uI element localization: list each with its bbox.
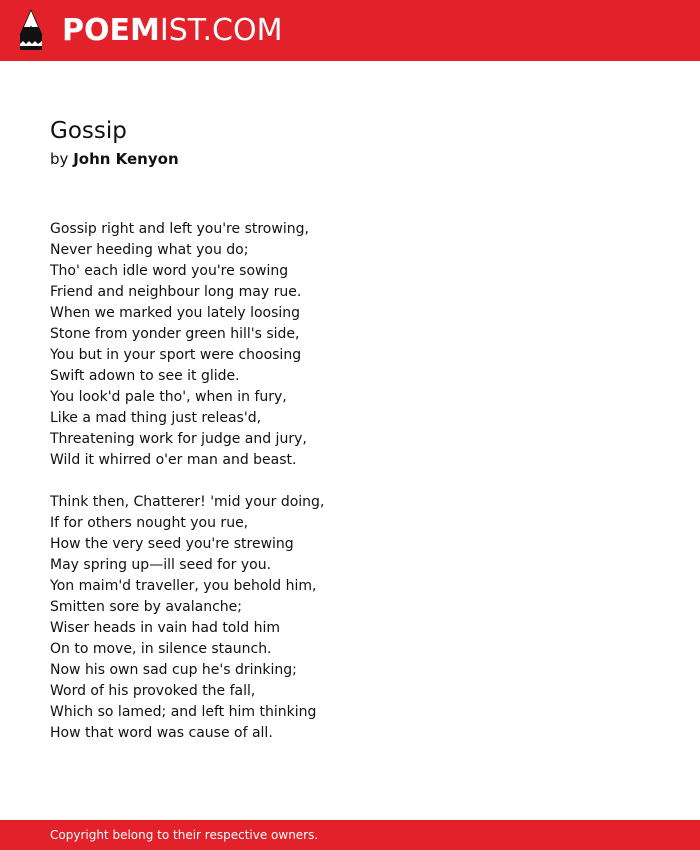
poem-line: How that word was cause of all.	[50, 725, 273, 741]
poem-line: How the very seed you're strewing	[50, 536, 294, 552]
poem-line: Never heeding what you do;	[50, 242, 249, 258]
logo-text-bold: POEM	[62, 13, 160, 48]
poem-line: Smitten sore by avalanche;	[50, 599, 243, 615]
poem-line: Think then, Chatterer! 'mid your doing,	[50, 494, 325, 510]
poem-byline	[50, 148, 179, 170]
poem-line: Now his own sad cup he's drinking;	[50, 662, 297, 678]
poem-line: Wiser heads in vain had told him	[50, 620, 280, 636]
poem-line: You but in your sport were choosing	[50, 347, 302, 363]
poem-line: Friend and neighbour long may rue.	[50, 284, 302, 300]
poem-line: Gossip right and left you're strowing,	[50, 221, 309, 237]
poem-line: May spring up—ill seed for you.	[50, 557, 272, 573]
poem-line: Swift adown to see it glide.	[50, 368, 240, 384]
poem-stanza	[50, 492, 650, 744]
poem-line: Which so lamed; and left him thinking	[50, 704, 317, 720]
logo-text-light: IST.COM	[159, 13, 283, 48]
poem-line: When we marked you lately loosing	[50, 305, 301, 321]
site-footer	[0, 820, 700, 850]
poem-line: Word of his provoked the fall,	[50, 683, 256, 699]
poem-body	[50, 219, 650, 765]
copyright-text: Copyright belong to their respective owners.	[50, 828, 319, 842]
poem-line: Stone from yonder green hill's side,	[50, 326, 300, 342]
site-logo-link[interactable]	[62, 12, 282, 50]
poem-line: Tho' each idle word you're sowing	[50, 263, 289, 279]
poem-line: Like a mad thing just releas'd,	[50, 410, 262, 426]
poem-line: On to move, in silence staunch.	[50, 641, 272, 657]
poem-line: If for others nought you rue,	[50, 515, 249, 531]
author-name: John Kenyon	[73, 150, 179, 168]
site-header	[0, 0, 700, 61]
poem-title: Gossip	[50, 118, 127, 144]
poem-line: You look'd pale tho', when in fury,	[50, 389, 287, 405]
poem-line: Threatening work for judge and jury,	[50, 431, 307, 447]
poem-stanza	[50, 219, 650, 471]
pen-nib-icon[interactable]	[17, 8, 45, 52]
poem-line: Wild it whirred o'er man and beast.	[50, 452, 297, 468]
poem-line: Yon maim'd traveller, you behold him,	[50, 578, 317, 594]
by-label: by	[50, 150, 69, 168]
